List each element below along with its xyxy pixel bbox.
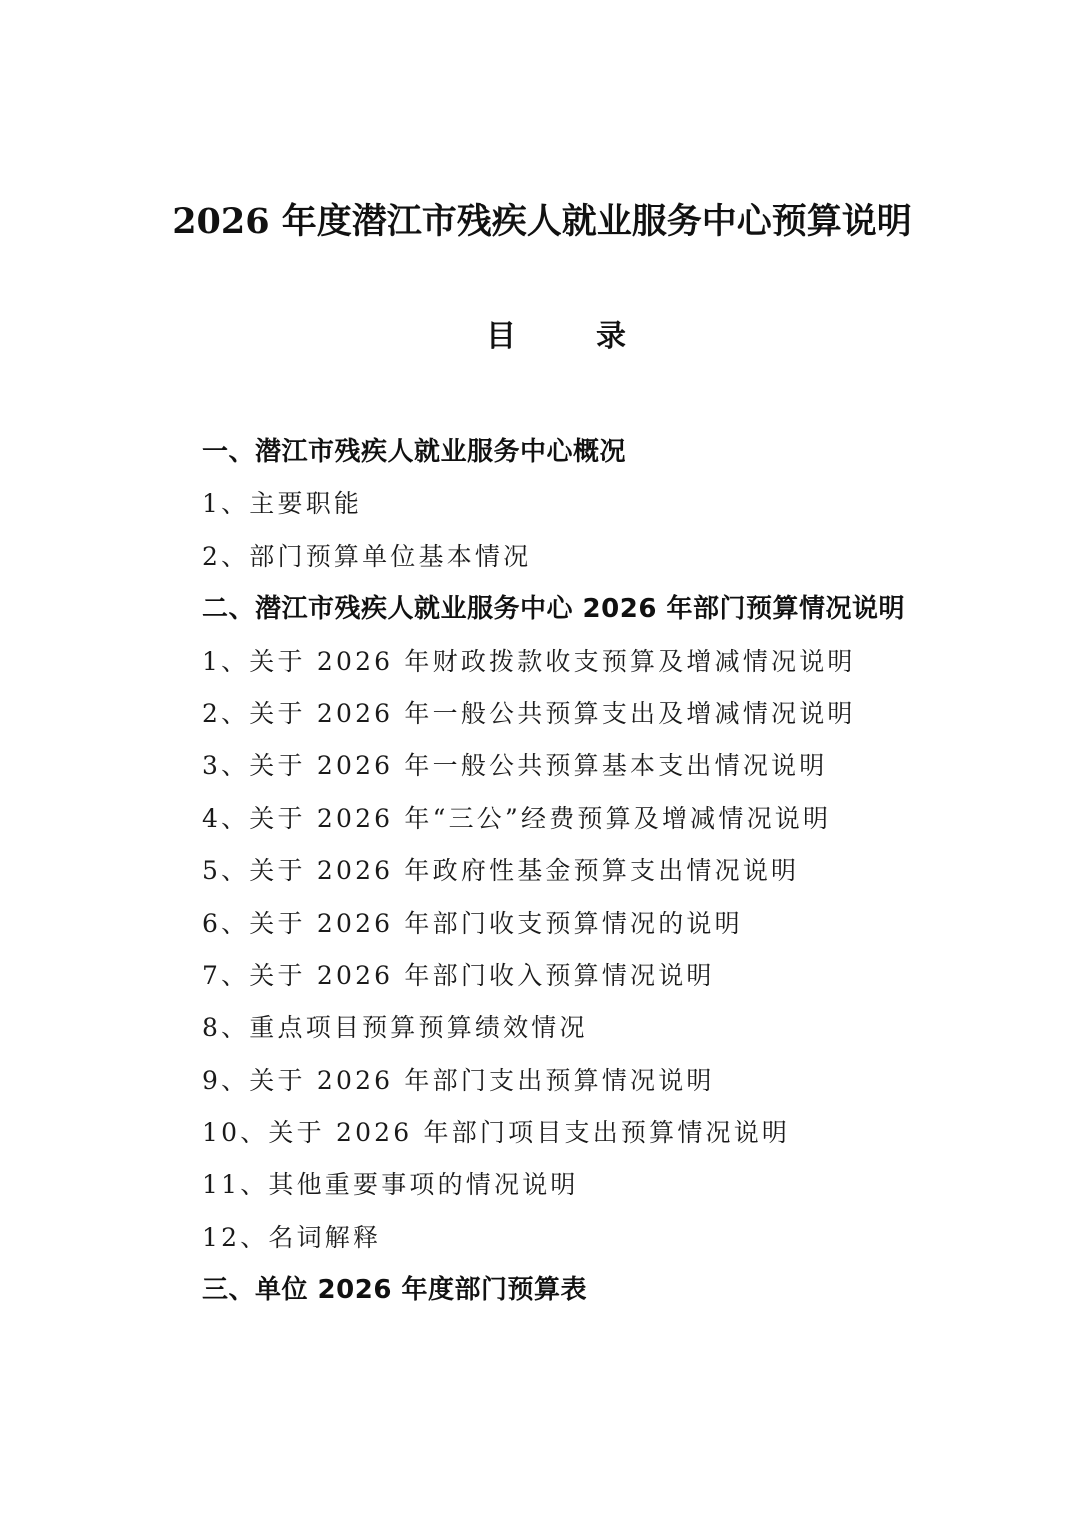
toc-section-2: 二、潜江市残疾人就业服务中心 2026 年部门预算情况说明 xyxy=(202,594,905,625)
toc-heading xyxy=(486,312,626,362)
toc-item-2-7: 7、关于 2026 年部门收入预算情况说明 xyxy=(202,960,715,990)
toc-section-3: 三、单位 2026 年度部门预算表 xyxy=(202,1275,587,1306)
toc-heading-char-2: 录 xyxy=(596,319,626,354)
toc-item-1-1: 1、主要职能 xyxy=(202,489,363,519)
toc-item-2-12: 12、名词解释 xyxy=(202,1222,382,1252)
toc-item-2-10: 10、关于 2026 年部门项目支出预算情况说明 xyxy=(202,1118,791,1148)
document-title: 2026 年度潜江市残疾人就业服务中心预算说明 xyxy=(172,201,912,242)
toc-item-1-2: 2、部门预算单位基本情况 xyxy=(202,541,532,571)
toc-item-2-4: 4、关于 2026 年“三公”经费预算及增减情况说明 xyxy=(202,803,832,833)
toc-item-2-2: 2、关于 2026 年一般公共预算支出及增减情况说明 xyxy=(202,698,856,728)
toc-section-1: 一、潜江市残疾人就业服务中心概况 xyxy=(202,437,627,467)
toc-item-2-6: 6、关于 2026 年部门收支预算情况的说明 xyxy=(202,908,743,938)
toc-item-2-11: 11、其他重要事项的情况说明 xyxy=(202,1170,579,1200)
toc-item-2-3: 3、关于 2026 年一般公共预算基本支出情况说明 xyxy=(202,751,828,781)
table-of-contents xyxy=(202,426,1002,1317)
toc-heading-char-1: 目 xyxy=(486,319,516,354)
toc-item-2-8: 8、重点项目预算预算绩效情况 xyxy=(202,1013,588,1043)
toc-item-2-1: 1、关于 2026 年财政拨款收支预算及增减情况说明 xyxy=(202,646,856,676)
toc-item-2-5: 5、关于 2026 年政府性基金预算支出情况说明 xyxy=(202,856,800,886)
toc-item-2-9: 9、关于 2026 年部门支出预算情况说明 xyxy=(202,1065,715,1095)
